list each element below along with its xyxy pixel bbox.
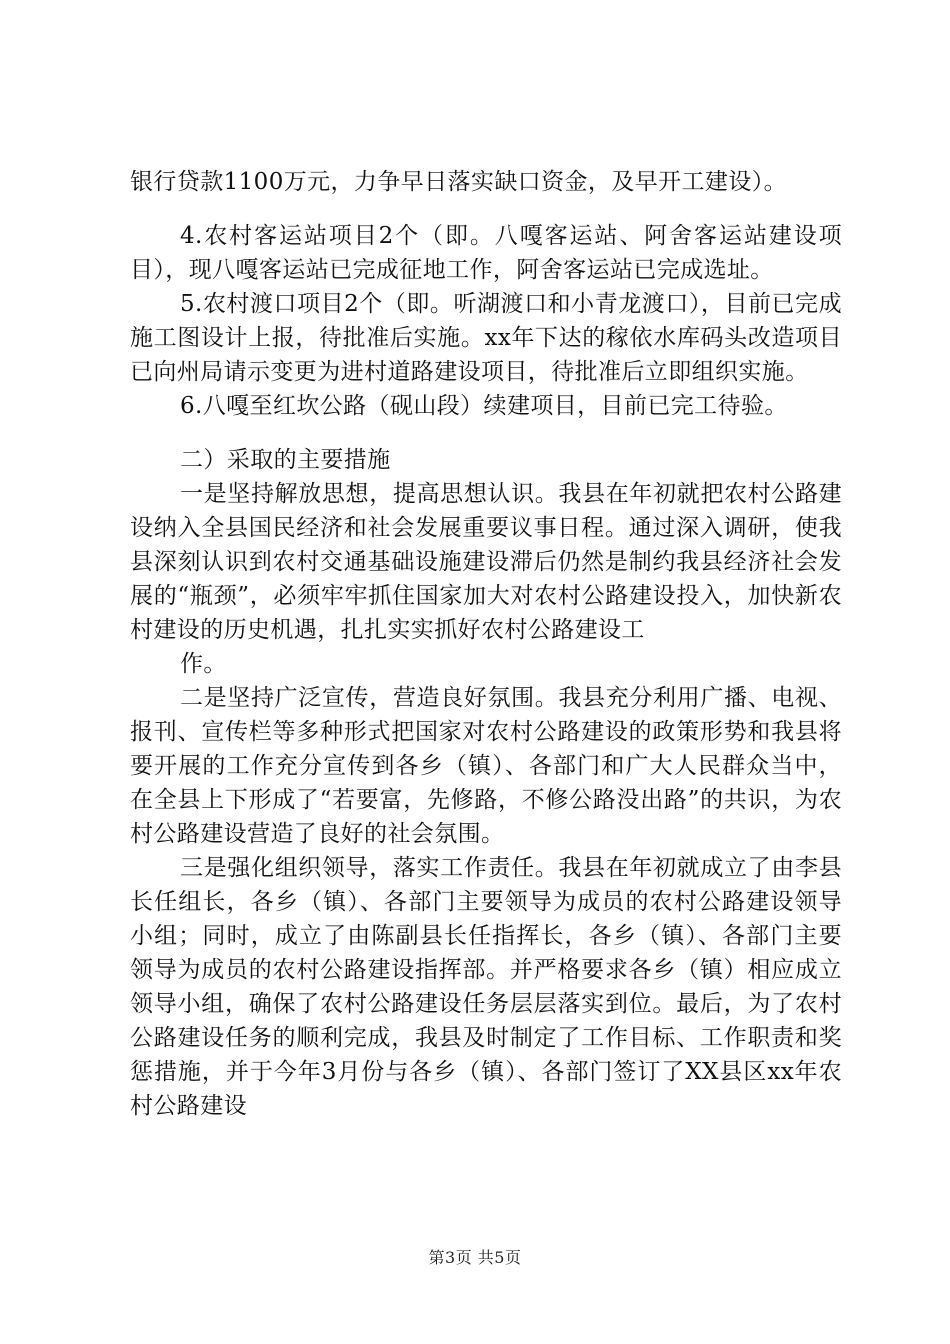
paragraph-item-4-bus-station: 4.农村客运站项目2个（即。八嘎客运站、阿舍客运站建设项目），现八嘎客运站已完成征地工作，阿舍客运站已完成选址。 [130, 223, 842, 283]
paragraph-measure-1: 一是坚持解放思想，提高思想认识。我县在年初就把农村公路建设纳入全县国民经济和社会发展重要议事日程。通过深入调研，使我县深刻认识到农村交通基础设施建设滞后仍然是制约我县经济社会发展的“瓶颈”，必须牢牢抓住国家加大对农村公路建设投入，加快新农村建设的历史机遇，扎扎实实抓好农村公路建设工 [130, 481, 842, 643]
paragraph-gap [130, 423, 842, 443]
page-footer: 第3页 共5页 [428, 1248, 522, 1267]
paragraph-measure-2: 二是坚持广泛宣传，营造良好氛围。我县充分利用广播、电视、报刊、宣传栏等多种形式把国家对农村公路建设的政策形势和我县将要开展的工作充分宣传到各乡（镇）、各部门和广大人民群众当中，在全县上下形成了“若要富，先修路，不修公路没出路”的共识，为农村公路建设营造了良好的社会氛围。 [130, 685, 842, 847]
paragraph-gap [130, 199, 842, 219]
paragraph-item-5-ferry: 5.农村渡口项目2个（即。听湖渡口和小青龙渡口），目前已完成施工图设计上报，待批准后实施。xx年下达的稼依水库码头改造项目已向州局请示变更为进村道路建设项目，待批准后立即组织实施。 [130, 291, 842, 385]
section-heading-measures: 二）采取的主要措施 [180, 447, 391, 473]
paragraph-measure-1-end: 作。 [180, 651, 227, 677]
paragraph-bank-loan: 银行贷款1100万元，力争早日落实缺口资金，及早开工建设）。 [130, 169, 788, 195]
paragraph-measure-3: 三是强化组织领导，落实工作责任。我县在年初就成立了由李县长任组长，各乡（镇）、各部门主要领导为成员的农村公路建设领导小组；同时，成立了由陈副县长任指挥长，各乡（镇）、各部门主要领导为成员的农村公路建设指挥部。并严格要求各乡（镇）相应成立领导小组，确保了农村公路建设任务层层落实到位。最后，为了农村公路建设任务的顺利完成，我县及时制定了工作目标、工作职责和奖惩措施，并于今年3月份与各乡（镇）、各部门签订了XX县区xx年农村公路建设 [130, 855, 842, 1119]
paragraph-item-6-road: 6.八嘎至红坎公路（砚山段）续建项目，目前已完工待验。 [180, 393, 788, 419]
document-body [130, 165, 842, 1123]
